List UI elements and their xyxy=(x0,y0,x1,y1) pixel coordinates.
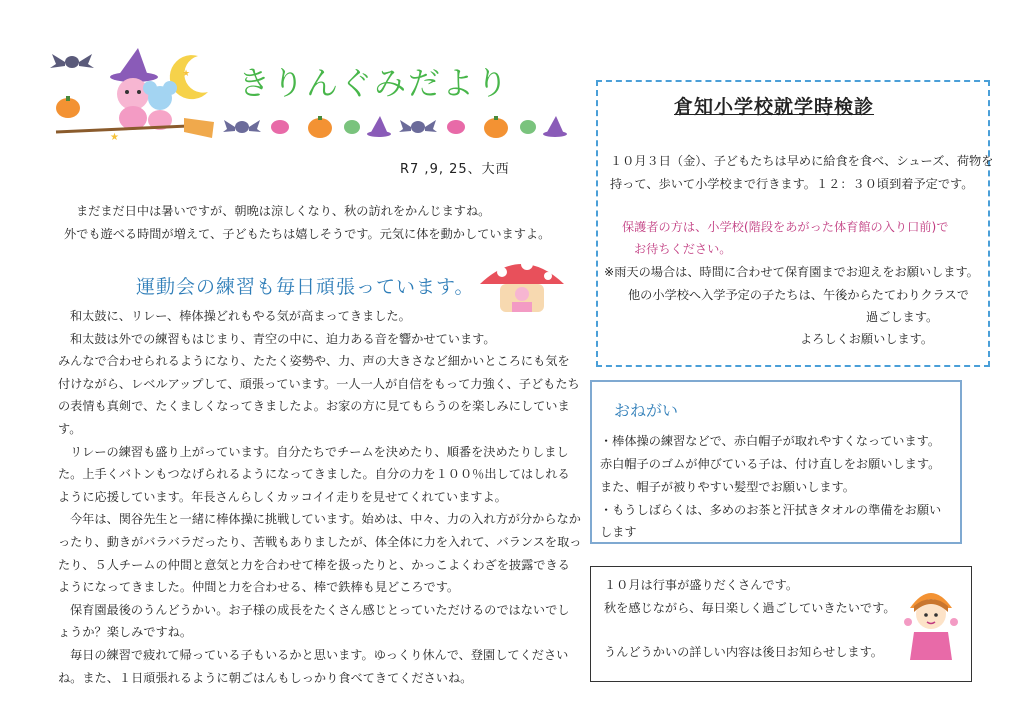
body-line: す。 xyxy=(58,421,82,436)
note-line: 秋を感じながら、毎日楽しく過ごしていきたいです。 xyxy=(604,601,896,615)
checkup-guardian-note: お待ちください。 xyxy=(634,242,732,256)
checkup-line: 持って、歩いて小学校まで行きます。１２：３０頃到着予定です。 xyxy=(610,177,974,191)
body-line: 付けながら、レベルアップして、頑張っています。一人一人が自信をもって力強く、子どもたち xyxy=(58,376,580,391)
body-line: 保育園最後のうんどうかい。お子様の成長をたくさん感じとっていただけるのではないでし xyxy=(70,602,570,617)
request-heading: おねがい xyxy=(614,401,679,420)
bat-icon xyxy=(50,54,94,68)
pumpkin-icon xyxy=(484,116,508,138)
intro-line: まだまだ日中は暑いですが、朝晩は涼しくなり、秋の訪れをかんじますね。 xyxy=(76,204,491,218)
body-line: 毎日の練習で疲れて帰っている子もいるかと思います。ゆっくり休んで、登園してください xyxy=(70,647,569,662)
section-body xyxy=(58,305,581,689)
checkup-regards: よろしくお願いします。 xyxy=(800,332,934,346)
body-line: リレーの練習も盛り上がっています。自分たちでチームを決めたり、順番を決めたりしまし xyxy=(70,444,569,459)
body-line: ょうか？楽しみですね。 xyxy=(58,625,193,640)
bat-icon xyxy=(223,120,261,133)
note-line: うんどうかいの詳しい内容は後日お知らせします。 xyxy=(604,645,883,659)
issue-date: R7 ,9, 25、大西 xyxy=(400,162,510,177)
body-line: 今年は、関谷先生と一緒に棒体操に挑戦しています。始めは、中々、力の入れ方が分からなか xyxy=(70,512,581,527)
candy-icon xyxy=(344,120,360,134)
pumpkin-icon xyxy=(308,116,332,138)
body-line: ね。また、１日頑張れるように朝ごはんもしっかり食べてきてくださいね。 xyxy=(58,670,473,685)
witch-hat-icon xyxy=(110,48,158,82)
request-line: また、帽子が被りやすい髪型でお願いします。 xyxy=(600,480,855,494)
request-line: ・もうしばらくは、多めのお茶と汗拭きタオルの準備をお願い xyxy=(600,503,942,517)
halloween-decoration-strip-1 xyxy=(222,112,392,142)
checkup-other-school: 過ごします。 xyxy=(866,310,939,324)
checkup-line: １０月３日（金）、子どもたちは早めに給食を食べ、シューズ、荷物を xyxy=(610,154,994,168)
witch-hat-icon xyxy=(367,116,391,137)
candy-icon xyxy=(520,120,536,134)
body-line: ったり、動きがバラバラだったり、苦戦もありましたが、体全体に力を入れて、バランスを取っ xyxy=(58,534,582,549)
candy-icon xyxy=(271,120,289,134)
request-line: します xyxy=(600,525,637,539)
note-line: １０月は行事が盛りだくさんです。 xyxy=(604,578,799,592)
section-heading: 運動会の練習も毎日頑張っています。 xyxy=(136,276,475,298)
broom-icon xyxy=(56,126,188,132)
bat-icon xyxy=(399,120,437,133)
checkup-title: 倉知小学校就学時検診 xyxy=(674,96,875,118)
body-line: 和太鼓に、リレー、棒体操どれもやる気が高まってきました。 xyxy=(70,309,411,323)
checkup-rain-note: ※雨天の場合は、時間に合わせて保育園までお迎えをお願いします。 xyxy=(604,265,979,279)
halloween-decoration-strip-2 xyxy=(398,112,568,142)
intro-paragraph xyxy=(64,200,550,245)
body-line: 和太鼓は外での練習もはじまり、青空の中に、迫力ある音を響かせています。 xyxy=(70,331,496,346)
halloween-header-illustration xyxy=(48,46,218,146)
mouse-character xyxy=(143,81,177,130)
candy-icon xyxy=(447,120,465,134)
request-line: ・棒体操の練習などで、赤白帽子が取れやすくなっています。 xyxy=(600,434,941,448)
body-line: ように応援しています。年長さんらしくカッコイイ走りを見せてくれていますよ。 xyxy=(58,489,507,504)
body-line: みんなで合わせられるようになり、たたく姿勢や、力、声の大きさなど細かいところにも気を xyxy=(58,354,570,369)
intro-line: 外でも遊べる時間が増えて、子どもたちは嬉しそうです。元気に体を動かしていますよ。 xyxy=(64,226,551,241)
checkup-other-school: 他の小学校へ入学予定の子たちは、午後からたてわりクラスで xyxy=(628,288,969,302)
girl-character-illustration xyxy=(900,582,962,664)
body-line: たり、５人チームの仲間と意気と力を合わせて棒を扱ったりと、かっこよくわざを披露できる xyxy=(58,557,570,572)
svg-text:★: ★ xyxy=(182,69,191,79)
body-line: の表情も真剣で、たくましくなってきましたよ。お家の方に見てもらうのを楽しみにしていま xyxy=(58,399,570,414)
pumpkin-icon xyxy=(56,96,80,118)
svg-text:★: ★ xyxy=(110,132,119,143)
body-line: た。上手くバトンもつなげられるようになってきました。自分の力を１００％出してはしれる xyxy=(58,467,570,482)
newsletter-title: きりんぐみだより xyxy=(238,64,511,102)
checkup-guardian-note: 保護者の方は、小学校(階段をあがった体育館の入り口前)で xyxy=(622,220,949,234)
witch-hat-icon xyxy=(543,116,567,137)
body-line: ようになってきました。仲間と力を合わせる、棒で鉄棒も見どころです。 xyxy=(58,580,460,595)
request-line: 赤白帽子のゴムが伸びている子は、付け直しをお願いします。 xyxy=(600,457,941,471)
